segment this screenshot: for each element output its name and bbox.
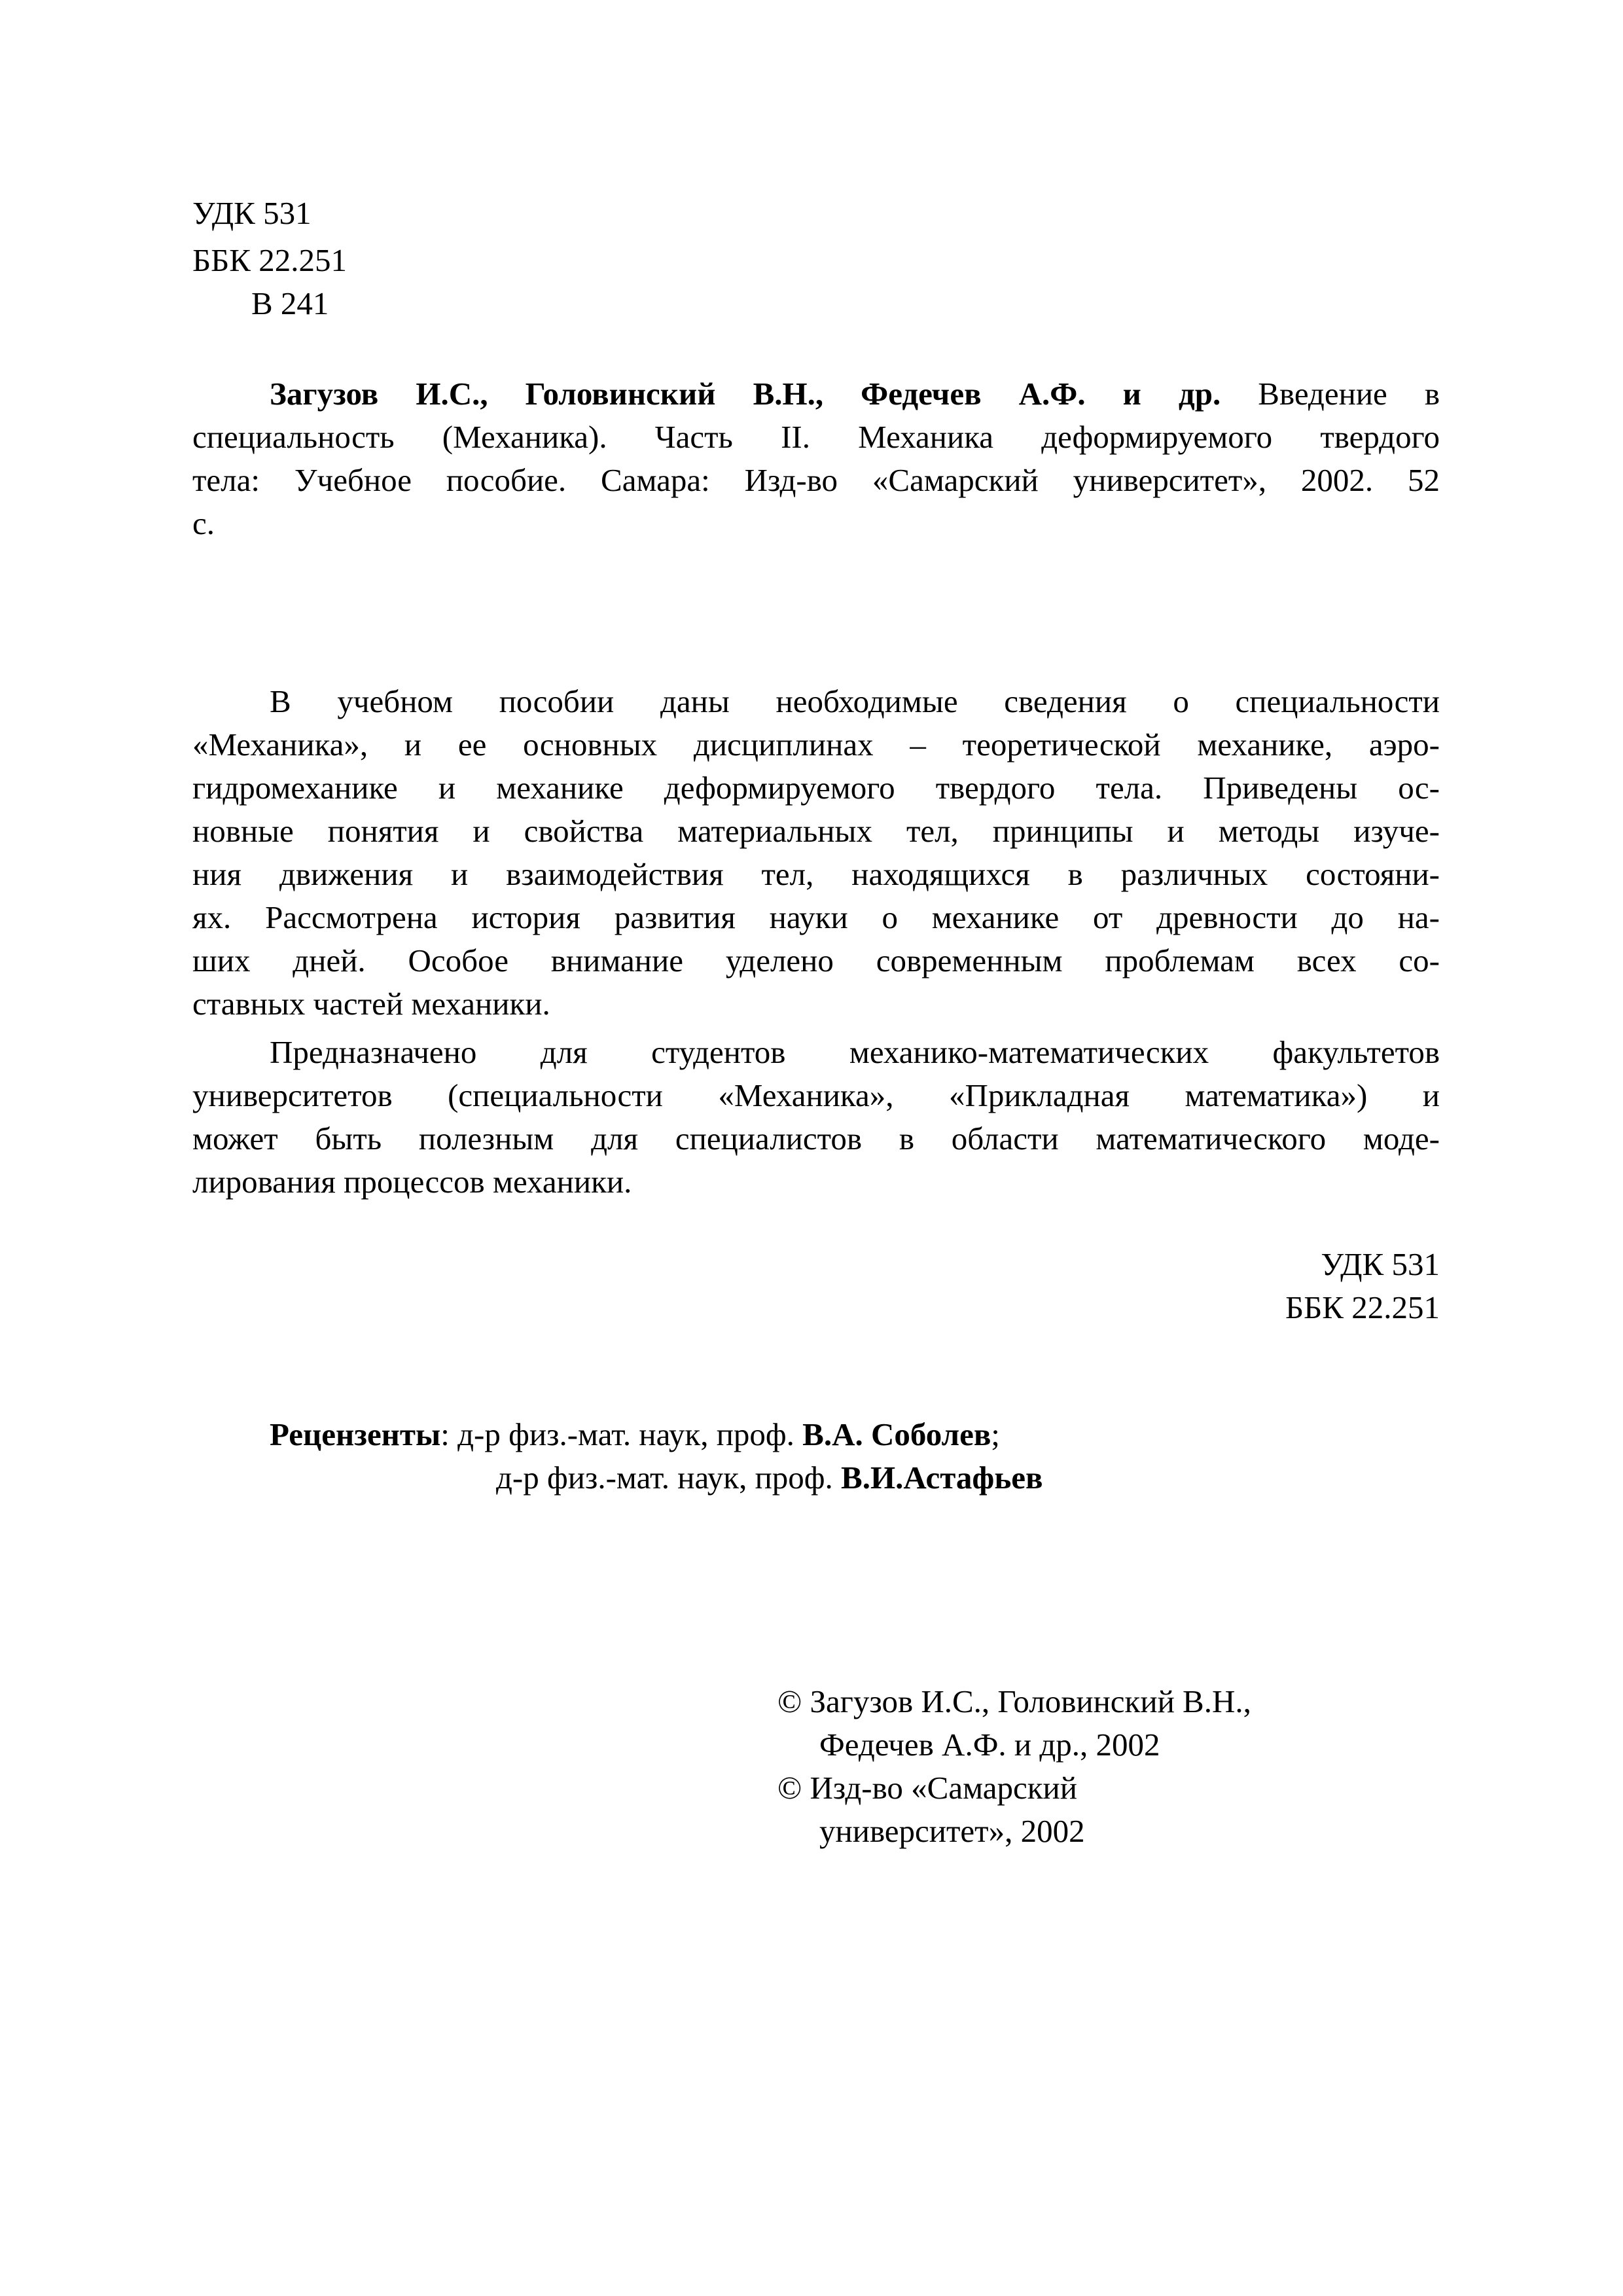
annotation-line: лирования процессов механики. — [192, 1164, 632, 1200]
reviewer-credentials: д-р физ.-мат. наук, проф. — [496, 1460, 842, 1496]
reviewer-name: В.А. Соболев — [802, 1416, 991, 1452]
reviewers-label: Рецензенты — [270, 1416, 441, 1452]
reviewer-line — [496, 1457, 1043, 1499]
reviewer-separator: ; — [991, 1416, 1000, 1452]
annotation-line: ях. Рассмотрена история развития науки о механике от древности до на- — [192, 899, 1440, 935]
annotation-line: может быть полезным для специалистов в области математического моде- — [192, 1121, 1440, 1157]
copyright-line: © Загузов И.С., Головинский В.Н., — [777, 1683, 1251, 1719]
udk-code: УДК 531 — [192, 195, 312, 231]
annotation-line: «Механика», и ее основных дисциплинах – теоретической механике, аэро- — [192, 726, 1440, 762]
bibliographic-line: тела: Учебное пособие. Самара: Изд-во «Самарский университет», 2002. 52 — [192, 462, 1440, 498]
bibliographic-line: специальность (Механика). Часть II. Механика деформируемого твердого — [192, 419, 1440, 455]
reviewer-credentials: д-р физ.-мат. наук, проф. — [449, 1416, 803, 1452]
copyright-line: © Изд-во «Самарский — [777, 1770, 1077, 1806]
annotation-line: ставных частей механики. — [192, 986, 550, 1022]
reviewer-name: В.И.Астафьев — [841, 1460, 1043, 1496]
bibliographic-title-start: Введение в — [1258, 376, 1440, 412]
annotation-line: Предназначено для студентов механико-математических факультетов — [270, 1034, 1440, 1070]
annotation-line: ния движения и взаимодействия тел, находящихся в различных состояни- — [192, 856, 1440, 892]
author-mark-code: В 241 — [251, 285, 329, 321]
reviewers-colon: : — [440, 1416, 450, 1452]
bibliographic-line — [270, 373, 1440, 415]
bbk-code-right: ББК 22.251 — [1285, 1289, 1440, 1325]
annotation-line: гидромеханике и механике деформируемого твердого тела. Приведены ос- — [192, 770, 1440, 806]
reviewer-line — [270, 1414, 1000, 1456]
udk-code-right: УДК 531 — [1321, 1246, 1440, 1282]
bibliographic-line: с. — [192, 505, 215, 541]
annotation-line: ших дней. Особое внимание уделено современным проблемам всех со- — [192, 942, 1440, 978]
annotation-line: университетов (специальности «Механика», «Прикладная математика») и — [192, 1077, 1440, 1113]
copyright-line: Федечев А.Ф. и др., 2002 — [819, 1727, 1160, 1763]
bibliographic-authors: Загузов И.С., Головинский В.Н., Федечев А.Ф. и др. — [270, 376, 1221, 412]
bbk-code: ББК 22.251 — [192, 242, 347, 278]
copyright-line: университет», 2002 — [819, 1813, 1085, 1849]
annotation-line: новные понятия и свойства материальных тел, принципы и методы изуче- — [192, 813, 1440, 849]
annotation-line: В учебном пособии даны необходимые сведения о специальности — [270, 683, 1440, 719]
